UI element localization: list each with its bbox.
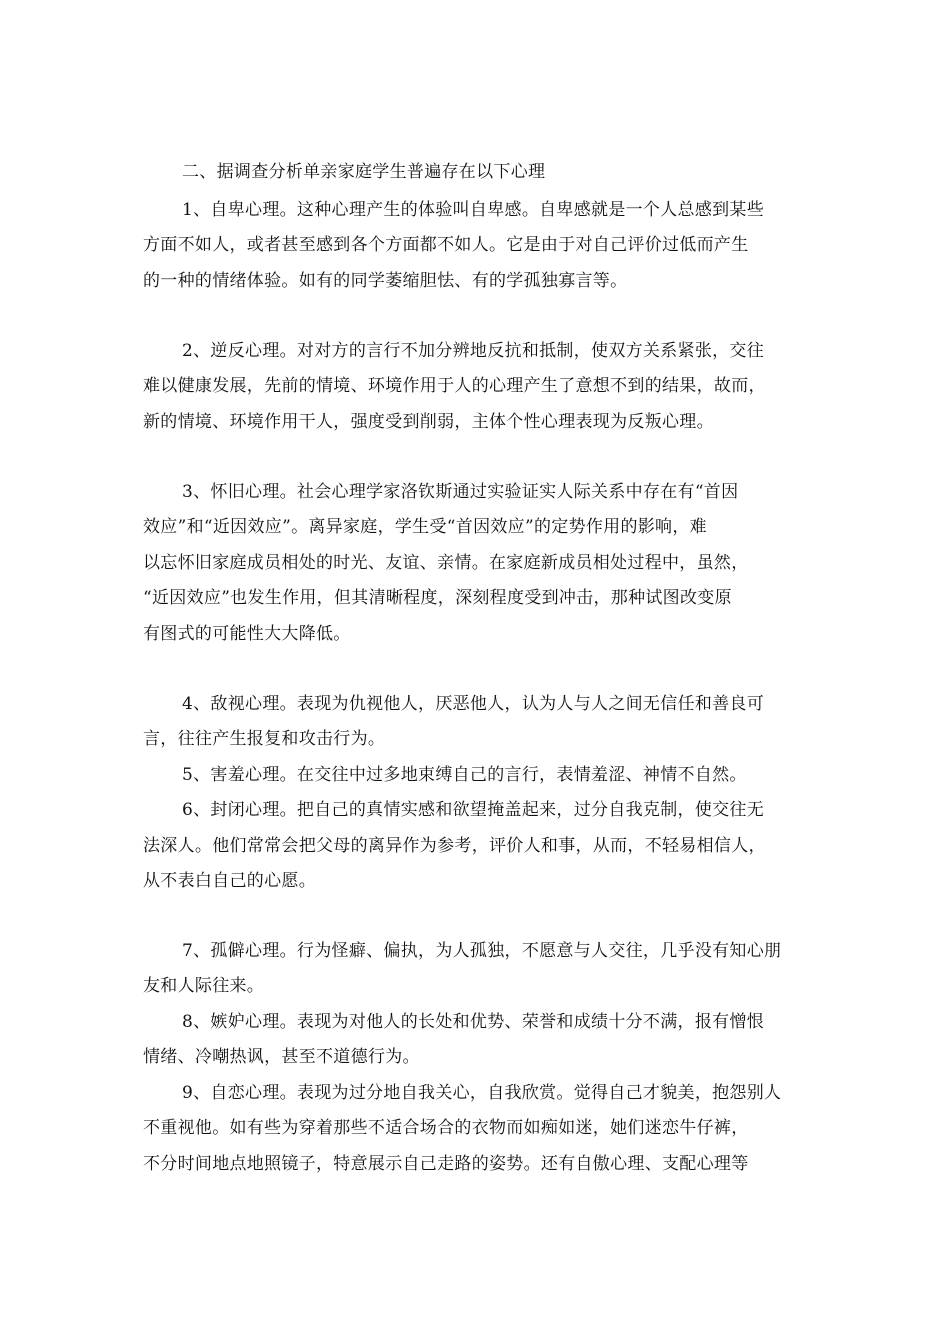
- paragraph-line: 4、敌视心理。表现为仇视他人，厌恶他人，认为人与人之间无信任和善良可: [182, 694, 765, 714]
- paragraph-line: 7、孤僻心理。行为怪癖、偏执，为人孤独，不愿意与人交往，几乎没有知心朋: [182, 941, 782, 961]
- paragraph-line: 2、逆反心理。对对方的言行不加分辨地反抗和抵制，使双方关系紧张，交往: [182, 341, 765, 361]
- section-heading: 二、据调查分析单亲家庭学生普遍存在以下心理: [182, 162, 546, 182]
- paragraph-line: “近因效应”也发生作用，但其清晰程度，深刻程度受到冲击，那种试图改变原: [143, 588, 732, 608]
- paragraph-line: 不分时间地点地照镜子，特意展示自己走路的姿势。还有自傲心理、支配心理等: [143, 1154, 749, 1174]
- paragraph-line: 5、害羞心理。在交往中过多地束缚自己的言行，表情羞涩、神情不自然。: [182, 765, 747, 785]
- paragraph-line: 的一种的情绪体验。如有的同学萎缩胆怯、有的学孤独寡言等。: [143, 271, 628, 291]
- paragraph-line: 有图式的可能性大大降低。: [143, 624, 351, 644]
- paragraph-line: 难以健康发展，先前的情境、环境作用于人的心理产生了意想不到的结果，故而，: [143, 376, 766, 396]
- paragraph-line: 法深人。他们常常会把父母的离异作为参考，评价人和事，从而，不轻易相信人，: [143, 836, 766, 856]
- paragraph-line: 言，往往产生报复和攻击行为。: [143, 729, 386, 749]
- paragraph-line: 1、自卑心理。这种心理产生的体验叫自卑感。自卑感就是一个人总感到某些: [182, 200, 765, 220]
- paragraph-line: 以忘怀旧家庭成员相处的时光、友谊、亲情。在家庭新成员相处过程中，虽然，: [143, 553, 749, 573]
- paragraph-line: 9、自恋心理。表现为过分地自我关心，自我欣赏。觉得自己才貌美，抱怨别人: [182, 1083, 782, 1103]
- paragraph-line: 3、怀旧心理。社会心理学家洛钦斯通过实验证实人际关系中存在有“首因: [182, 482, 739, 502]
- paragraph-line: 情绪、冷嘲热讽，甚至不道德行为。: [143, 1047, 420, 1067]
- paragraph-line: 效应”和“近因效应”。离异家庭，学生受“首因效应”的定势作用的影响，难: [143, 517, 707, 537]
- paragraph-line: 不重视他。如有些为穿着那些不适合场合的衣物而如痴如迷，她们迷恋牛仔裤，: [143, 1118, 749, 1138]
- paragraph-line: 新的情境、环境作用干人，强度受到削弱，主体个性心理表现为反叛心理。: [143, 412, 714, 432]
- paragraph-line: 8、嫉妒心理。表现为对他人的长处和优势、荣誉和成绩十分不满，报有憎恨: [182, 1012, 765, 1032]
- paragraph-line: 6、封闭心理。把自己的真情实感和欲望掩盖起来，过分自我克制，使交往无: [182, 800, 765, 820]
- paragraph-line: 从不表白自己的心愿。: [143, 871, 316, 891]
- paragraph-line: 友和人际往来。: [143, 976, 265, 996]
- paragraph-line: 方面不如人，或者甚至感到各个方面都不如人。它是由于对自己评价过低而产生: [143, 235, 749, 255]
